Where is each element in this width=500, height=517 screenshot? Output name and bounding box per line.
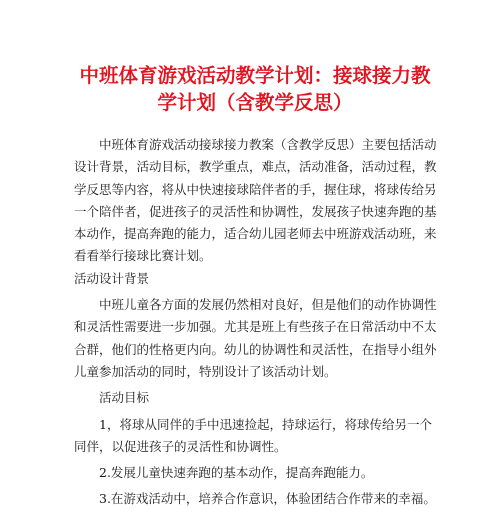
section-heading-background: 活动设计背景: [74, 270, 150, 286]
goal-item-2: 2.发展儿童快速奔跑的基本动作，提高奔跑能力。: [99, 465, 374, 481]
paragraph-background: 中班儿童各方面的发展仍然相对良好，但是他们的动作协调性和灵活性需要进一步加强。尤其是班上有些孩子在日常活动中不太合群，他们的性格更内向。幼儿的协调性和灵活性，在指导小组外儿童参加活动的同时，特别设计了该活动计划。: [74, 297, 437, 379]
document-title: 中班体育游戏活动教学计划：接球接力教学计划（含教学反思）: [79, 64, 431, 114]
goal-item-3: 3.在游戏活动中，培养合作意识，体验团结合作带来的幸福。: [99, 491, 436, 507]
goal-item-1: 1，将球从同伴的手中迅速捡起，持球运行，将球传给另一个同伴，以促进孩子的灵活性和协调性。: [74, 416, 432, 454]
paragraph-intro: 中班体育游戏活动接球接力教案（含教学反思）主要包括活动设计背景，活动目标，教学重点，难点，活动准备，活动过程，教学反思等内容，将从中快速接球陪伴者的手，握住球，将球传给另一个陪伴者，促进孩子的灵活性和协调性，发展孩子快速奔跑的基本动作，提高奔跑的能力，适合幼儿园老师去中班游戏活动班，来看看举行接球比赛计划。: [74, 137, 437, 264]
section-heading-goals: 活动目标: [99, 390, 150, 406]
document-body: [74, 134, 440, 511]
